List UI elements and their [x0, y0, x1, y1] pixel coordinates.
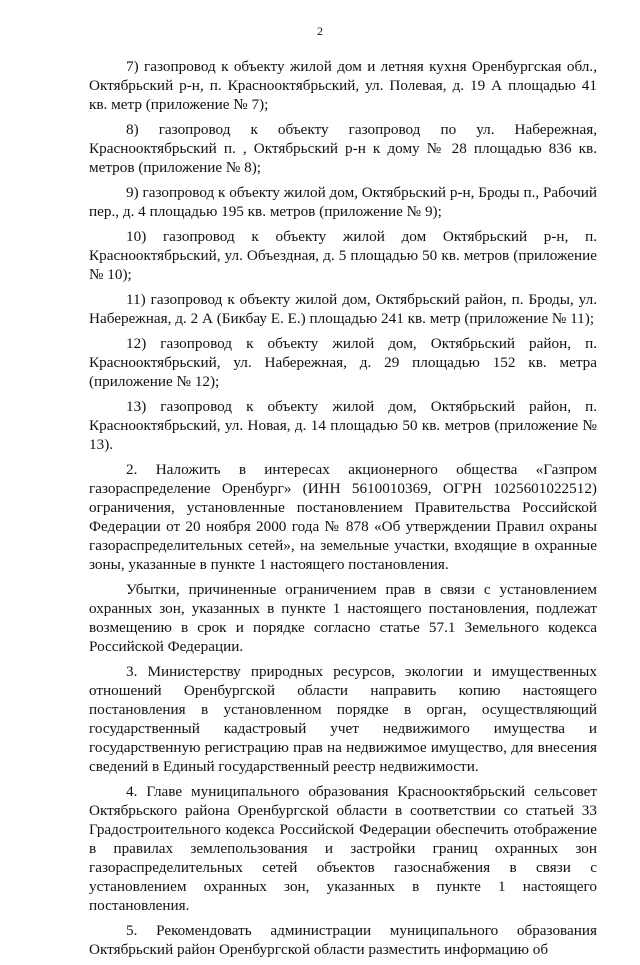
paragraph-item-7: 7) газопровод к объекту жилой дом и летняя кухня Оренбургская обл., Октябрьский р-н, п. Краснооктябрьский, ул. Полевая, д. 19 А площадью 41 кв. метр (приложение № 7); — [89, 58, 597, 113]
paragraph-losses: Убытки, причиненные ограничением прав в связи с установлением охранных зон, указанных в пункте 1 настоящего постановления, подлежат возмещению в срок и порядке согласно статье 57.1 Земельного кодекса Российской Федерации. — [89, 581, 597, 655]
paragraph-item-11: 11) газопровод к объекту жилой дом, Октябрьский район, п. Броды, ул. Набережная, д. 2 А (Бикбау Е. Е.) площадью 241 кв. метр (приложение № 11); — [89, 291, 597, 327]
paragraph-item-8: 8) газопровод к объекту газопровод по ул. Набережная, Краснооктябрьский п. , Октябрьский р-н к дому № 28 площадью 836 кв. метров (приложение № 8); — [89, 121, 597, 176]
paragraph-clause-4: 4. Главе муниципального образования Краснооктябрьский сельсовет Октябрьского района Оренбургской области в соответствии со статьей 33 Градостроительного кодекса Российской Федерации обеспечить отображение в правилах землепользования и застройки границ охранных зон газораспределительных сетей объектов газоснабжения в связи с установлением охранных зон, указанных в пункте 1 настоящего постановления. — [89, 783, 597, 914]
paragraph-item-9: 9) газопровод к объекту жилой дом, Октябрьский р-н, Броды п., Рабочий пер., д. 4 площадью 195 кв. метров (приложение № 9); — [89, 184, 597, 220]
paragraph-item-13: 13) газопровод к объекту жилой дом, Октябрьский район, п. Краснооктябрьский, ул. Новая, д. 14 площадью 50 кв. метров (приложение № 13). — [89, 398, 597, 453]
paragraph-clause-5: 5. Рекомендовать администрации муниципального образования Октябрьский район Оренбургской области разместить информацию об — [89, 922, 597, 958]
document-body — [89, 57, 597, 965]
paragraph-item-12: 12) газопровод к объекту жилой дом, Октябрьский район, п. Краснооктябрьский, ул. Набережная, д. 29 площадью 152 кв. метра (приложение № 12); — [89, 335, 597, 390]
page-number: 2 — [317, 24, 323, 38]
paragraph-clause-3: 3. Министерству природных ресурсов, экологии и имущественных отношений Оренбургской области направить копию настоящего постановления в установленном порядке в орган, осуществляющий государственный кадастровый учет недвижимого имущества и государственную регистрацию прав на недвижимое имущество, для внесения сведений в Единый государственный реестр недвижимости. — [89, 663, 597, 775]
paragraph-item-10: 10) газопровод к объекту жилой дом Октябрьский р-н, п. Краснооктябрьский, ул. Объездная, д. 5 площадью 50 кв. метров (приложение № 10); — [89, 228, 597, 283]
paragraph-clause-2: 2. Наложить в интересах акционерного общества «Газпром газораспределение Оренбург» (ИНН 5610010369, ОГРН 1025601022512) ограничения, установленные постановлением Правительства Российской Федерации от 20 ноября 2000 года № 878 «Об утверждении Правил охраны газораспределительных сетей», на земельные участки, входящие в охранные зоны, указанные в пункте 1 настоящего постановления. — [89, 461, 597, 573]
